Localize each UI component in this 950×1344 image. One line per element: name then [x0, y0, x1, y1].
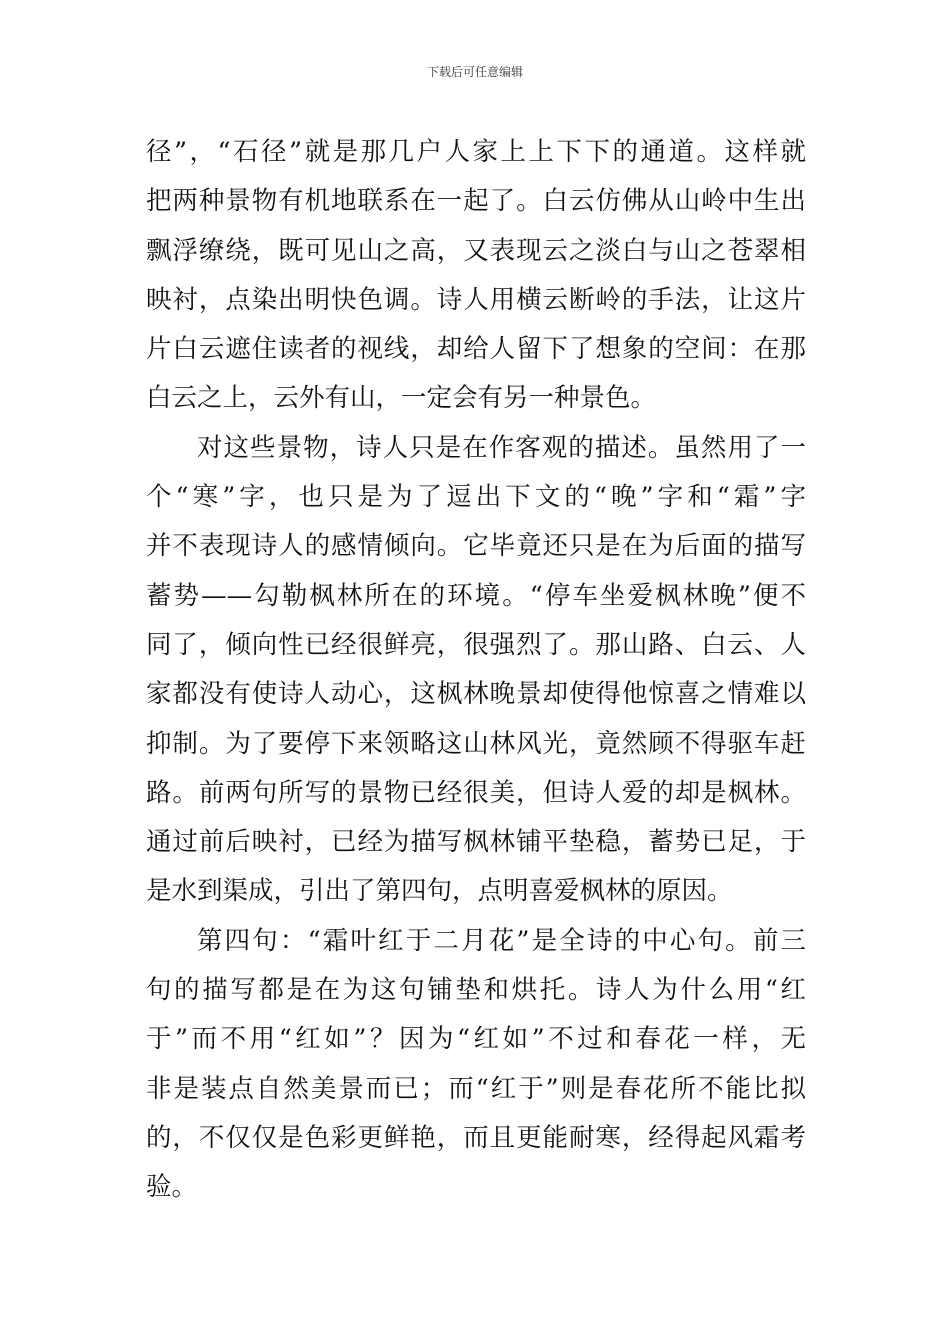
text-line: 映衬，点染出明快色调。诗人用横云断岭的手法，让这片 — [146, 284, 806, 315]
document-body — [146, 128, 806, 1213]
text-line: 抑制。为了要停下来领略这山林风光，竟然顾不得驱车赶 — [146, 728, 806, 759]
text-line: 对这些景物，诗人只是在作客观的描述。虽然用了一 — [197, 432, 806, 463]
text-line: 并不表现诗人的感情倾向。它毕竟还只是在为后面的描写 — [146, 531, 806, 562]
text-line: 验。 — [146, 1172, 198, 1203]
text-line: 家都没有使诗人动心，这枫林晚景却使得他惊喜之情难以 — [146, 679, 806, 710]
page-header: 下载后可任意编辑 — [426, 65, 523, 79]
paragraph-1 — [146, 128, 806, 424]
text-line: 蓄势——勾勒枫林所在的环境。“停车坐爱枫林晚”便不 — [146, 580, 806, 611]
text-line: 个“寒”字，也只是为了逗出下文的“晚”字和“霜”字 — [146, 482, 806, 513]
text-line: 第四句：“霜叶红于二月花”是全诗的中心句。前三 — [197, 925, 806, 956]
paragraph-2 — [146, 424, 806, 917]
text-line: 同了，倾向性已经很鲜亮，很强烈了。那山路、白云、人 — [146, 629, 806, 660]
text-line: 片白云遮住读者的视线，却给人留下了想象的空间：在那 — [146, 334, 806, 365]
text-line: 把两种景物有机地联系在一起了。白云仿佛从山岭中生出 — [146, 186, 806, 217]
text-line: 飘浮缭绕，既可见山之高，又表现云之淡白与山之苍翠相 — [146, 235, 806, 266]
text-line: 非是装点自然美景而已；而“红于”则是春花所不能比拟 — [146, 1073, 806, 1104]
text-line: 径”，“石径”就是那几户人家上上下下的通道。这样就 — [146, 137, 806, 167]
text-line: 是水到渠成，引出了第四句，点明喜爱枫林的原因。 — [146, 876, 733, 907]
text-line: 路。前两句所写的景物已经很美，但诗人爱的却是枫林。 — [146, 777, 806, 808]
text-line: 于”而不用“红如”？因为“红如”不过和春花一样，无 — [146, 1024, 806, 1055]
paragraph-3 — [146, 917, 806, 1213]
text-line: 的，不仅仅是色彩更鲜艳，而且更能耐寒，经得起风霜考 — [146, 1122, 806, 1153]
text-line: 通过前后映衬，已经为描写枫林铺平垫稳，蓄势已足，于 — [146, 827, 806, 858]
text-line: 句的描写都是在为这句铺垫和烘托。诗人为什么用“红 — [146, 975, 806, 1006]
text-line: 白云之上，云外有山，一定会有另一种景色。 — [146, 383, 657, 414]
